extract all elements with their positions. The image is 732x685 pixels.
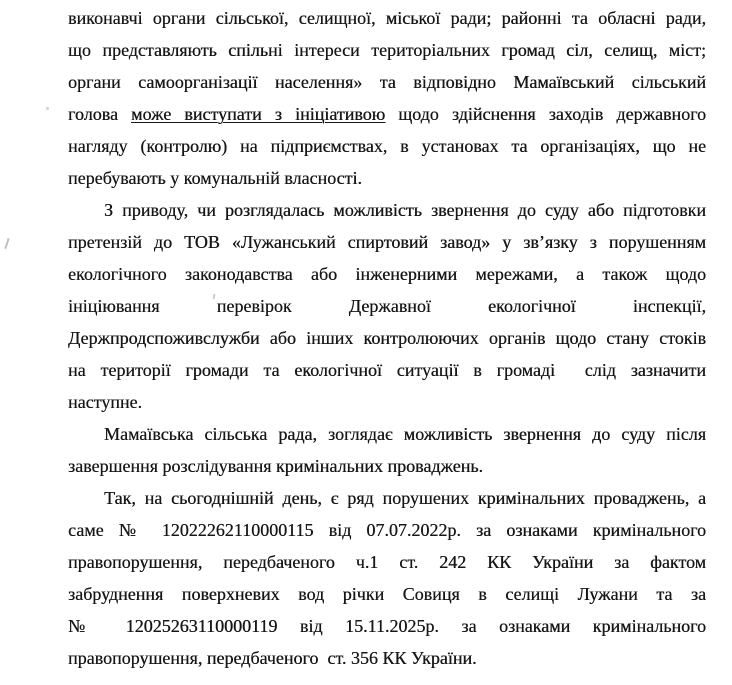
text-line: правопорушення, передбаченого ч.1 ст. 242 КК України за фактом [68,552,706,572]
text-segment: голова [68,104,132,124]
text-line: претензій до ТОВ «Лужанський спиртовий завод» у зв’язку з порушенням [68,232,706,252]
text-line: наступне. [68,392,142,412]
text-line: забруднення поверхневих вод річки Совиця в селищі Лужани та за [68,584,706,604]
text-line: нагляду (контролю) на підприємствах, в установах та організаціях, що не [68,136,706,156]
text-line: Мамаївська сільська рада, зоглядає можливість звернення до суду після [104,424,706,444]
scan-artifact [4,238,9,249]
text-line: правопорушення, передбаченого ст. 356 КК України. [68,648,477,668]
text-line: № 12025263110000119 від 15.11.2025р. за ознаками кримінального [68,616,706,636]
text-line: що представляють спільні інтереси територіальних громад сіл, селищ, міст; [68,40,706,60]
text-line: саме № 12022262110000115 від 07.07.2022р. за ознаками кримінального [68,520,706,540]
scan-artifact [46,107,49,110]
paragraph [68,194,706,418]
paragraph [68,418,706,482]
text-line: перебувають у комунальній власності. [68,168,362,188]
text-line: виконавчі органи сільської, селищної, міської ради; районні та обласні ради, [68,8,706,28]
document-body [68,2,706,674]
text-line [68,98,706,130]
paragraph [68,482,706,674]
text-line: органи самоорганізації населення» та відповідно Мамаївський сільський [68,72,706,92]
text-line: екологічного законодавства або інженерними мережами, а також щодо [68,264,706,284]
text-line: на території громади та екологічної ситуації в громаді слід зазначити [68,360,706,380]
text-line: Так, на сьогоднішній день, є ряд порушених кримінальних проваджень, а [104,488,706,508]
paragraph [68,2,706,194]
text-line: ініціювання перевірок Державної екологічної інспекції, [68,296,706,316]
text-line: Держпродспоживслужби або інших контролюючих органів щодо стану стоків [68,328,706,348]
text-line: З приводу, чи розглядалась можливість звернення до суду або підготовки [104,200,706,220]
text-line: завершення розслідування кримінальних проваджень. [68,456,483,476]
text-segment: щодо здійснення заходів державного [385,104,706,124]
underlined-text: може виступати з ініціативою [131,104,386,124]
